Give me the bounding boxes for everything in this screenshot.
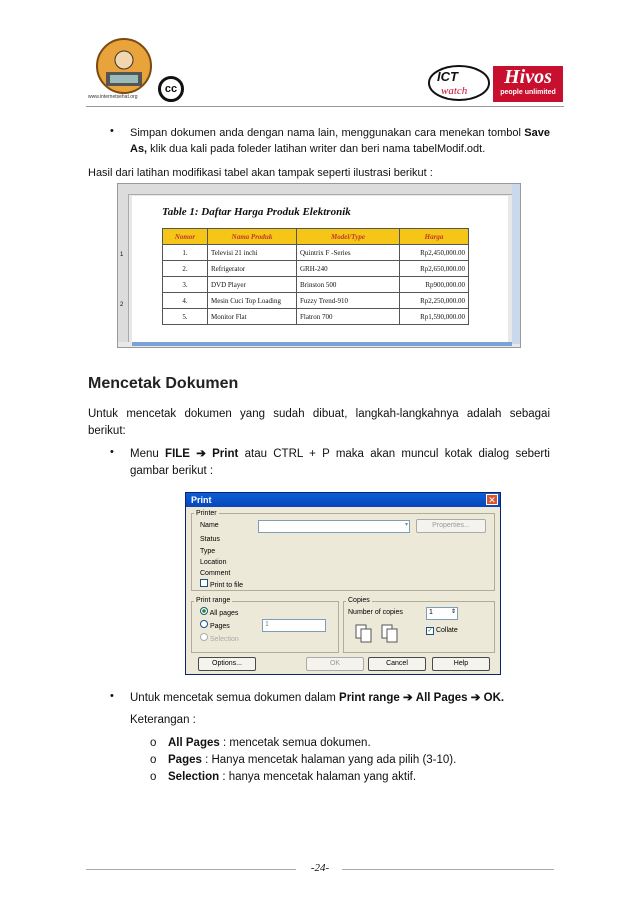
selection-label: Selection xyxy=(209,636,239,643)
bullet-text: klik dua kali pada foleder latihan writer dan beri nama tabelModif.odt. xyxy=(147,143,486,155)
cell: Quintrix F -Series xyxy=(297,245,400,261)
collate-label: Collate xyxy=(435,627,458,634)
product-table xyxy=(162,228,469,325)
location-label: Location xyxy=(200,559,227,566)
name-label: Name xyxy=(200,522,219,529)
comment-label: Comment xyxy=(200,570,231,577)
checkbox-checked[interactable]: ✓ xyxy=(427,628,433,634)
radio[interactable] xyxy=(200,620,208,628)
col-header: Nama Produk xyxy=(208,229,297,245)
ruler-mark: 1 xyxy=(120,252,124,258)
pages-radio[interactable] xyxy=(200,620,230,630)
footer-rule-right xyxy=(342,869,554,870)
bullet-text: atau CTRL + P maka akan muncul kotak dialog seberti gambar berikut : xyxy=(130,448,550,477)
vertical-ruler xyxy=(118,194,129,342)
ict-watch-logo xyxy=(427,64,491,102)
close-icon[interactable]: ✕ xyxy=(486,494,498,505)
creative-commons-icon: cc xyxy=(158,76,184,102)
table-caption: Table 1: Daftar Harga Produk Elektronik xyxy=(162,206,351,218)
note-text: : mencetak semua dokumen. xyxy=(219,737,371,749)
table-row xyxy=(163,245,469,261)
dialog-title: Print xyxy=(191,495,212,505)
cell: Flatron 700 xyxy=(297,309,400,325)
pages-label: Pages xyxy=(209,623,230,630)
bullet-save-as xyxy=(130,125,550,157)
document-page xyxy=(132,196,508,342)
copies-label: Copies xyxy=(348,597,370,604)
status-bar xyxy=(132,342,512,346)
type-label: Type xyxy=(200,548,216,555)
table-row xyxy=(163,293,469,309)
pages-input[interactable] xyxy=(262,619,326,632)
cancel-button[interactable]: Cancel xyxy=(368,657,426,671)
col-header: Harga xyxy=(400,229,469,245)
number-of-copies-label: Number of copies xyxy=(348,609,403,616)
col-header: Nomor xyxy=(163,229,208,245)
radio[interactable] xyxy=(200,633,208,641)
note-text: : hanya mencetak halaman yang aktif. xyxy=(219,771,417,783)
bullet-bold: Print xyxy=(212,448,239,460)
cell: 2. xyxy=(163,261,208,277)
collate-checkbox[interactable] xyxy=(426,627,458,635)
cell: Televisi 21 inchi xyxy=(208,245,297,261)
bullet-dot: • xyxy=(110,125,114,137)
bullet-menu-print xyxy=(130,446,550,480)
checkbox[interactable] xyxy=(200,579,208,587)
all-pages-label: All pages xyxy=(209,610,239,617)
collate-pages-icon xyxy=(352,623,412,647)
copies-value: 1 xyxy=(429,609,433,616)
circle-bullet-icon: o xyxy=(150,737,157,749)
cell: Mesin Cuci Top Loading xyxy=(208,293,297,309)
circle-bullet-icon: o xyxy=(150,754,157,766)
cell: Brinston 500 xyxy=(297,277,400,293)
status-label: Status xyxy=(200,536,220,543)
note-item xyxy=(150,752,456,768)
note-text: : Hanya mencetak halaman yang ada pilih (3-10). xyxy=(201,754,457,766)
circle-bullet-icon: o xyxy=(150,771,157,783)
print-dialog xyxy=(185,492,501,675)
section-intro: Untuk mencetak dokumen yang sudah dibuat, langkah-langkahnya adalah sebagai berikut: xyxy=(88,408,550,437)
cell: 1. xyxy=(163,245,208,261)
bullet-bold: All Pages xyxy=(415,692,468,704)
bullet-text: Menu xyxy=(130,448,166,460)
table-row xyxy=(163,277,469,293)
cell: Rp2,250,000.00 xyxy=(400,293,469,309)
cell: Rp1,590,000.00 xyxy=(400,309,469,325)
all-pages-radio[interactable] xyxy=(200,607,238,617)
header-divider xyxy=(86,106,564,107)
arrow-icon: ➔ xyxy=(402,692,413,704)
properties-button[interactable]: Properties... xyxy=(416,519,486,533)
cell: 3. xyxy=(163,277,208,293)
cell: Rp2,650,000.00 xyxy=(400,261,469,277)
radio-selected[interactable] xyxy=(200,607,208,615)
arrow-icon: ➔ xyxy=(470,692,481,704)
note-bold: All Pages xyxy=(168,737,220,749)
cell: Refrigerator xyxy=(208,261,297,277)
selection-radio[interactable] xyxy=(200,633,239,643)
horizontal-ruler xyxy=(118,184,512,195)
bullet-bold: Save xyxy=(524,127,550,139)
help-button[interactable]: Help xyxy=(432,657,490,671)
bullet-bold: FILE xyxy=(165,448,190,460)
note-item xyxy=(150,735,371,751)
cell: DVD Player xyxy=(208,277,297,293)
cell: Fuzzy Trend-910 xyxy=(297,293,400,309)
arrow-icon: ➔ xyxy=(196,448,206,460)
site-url: www.internetsehat.org xyxy=(88,94,138,100)
pages-value: 1 xyxy=(265,621,269,628)
table-row xyxy=(163,261,469,277)
writer-table-screenshot xyxy=(117,183,521,348)
bullet-dot: • xyxy=(110,690,114,702)
print-range-label: Print range xyxy=(196,597,231,604)
bullet-bold: As, xyxy=(130,143,148,155)
keterangan-label: Keterangan : xyxy=(130,714,196,726)
svg-text:watch: watch xyxy=(441,85,468,97)
bullet-bold: OK. xyxy=(483,692,505,704)
hivos-name: Hivos xyxy=(504,66,552,88)
bullet-text: Simpan dokumen anda dengan nama lain, menggunakan cara menekan tombol xyxy=(130,127,525,139)
note-item xyxy=(150,769,416,785)
bullet-bold: Print range xyxy=(339,692,400,704)
cell: 4. xyxy=(163,293,208,309)
page-number: -24- xyxy=(310,862,330,874)
ruler-mark: 2 xyxy=(120,302,124,308)
ok-button[interactable]: OK xyxy=(306,657,364,671)
internetsehat-logo xyxy=(88,38,160,98)
cell: 5. xyxy=(163,309,208,325)
svg-text:ICT: ICT xyxy=(437,69,458,84)
chevron-down-icon: ▾ xyxy=(404,522,408,528)
cell: Monitor Flat xyxy=(208,309,297,325)
cell: Rp2,450,000.00 xyxy=(400,245,469,261)
table-header-row xyxy=(163,229,469,245)
note-bold: Pages xyxy=(168,754,202,766)
col-header: Model/Type xyxy=(297,229,400,245)
spinner-icon[interactable]: ⇕ xyxy=(450,609,456,615)
vertical-scrollbar[interactable] xyxy=(512,184,520,344)
bullet-print-all xyxy=(130,690,504,706)
cell: Rp900,000.00 xyxy=(400,277,469,293)
note-bold: Selection xyxy=(168,771,220,783)
footer-rule-left xyxy=(86,869,296,870)
hivos-logo xyxy=(493,66,563,102)
section-title: Mencetak Dokumen xyxy=(88,375,239,392)
hivos-tagline: people unlimited xyxy=(500,89,556,96)
options-button[interactable]: Options... xyxy=(198,657,256,671)
table-row xyxy=(163,309,469,325)
bullet-text: Untuk mencetak semua dokumen dalam xyxy=(130,692,340,704)
print-to-file-label: Print to file xyxy=(209,582,244,589)
bullet-dot: • xyxy=(110,446,114,458)
printer-group-label: Printer xyxy=(196,510,217,517)
print-to-file-checkbox[interactable] xyxy=(200,579,243,589)
dialog-titlebar xyxy=(186,493,500,507)
cell: GRH-240 xyxy=(297,261,400,277)
printer-name-select[interactable] xyxy=(258,520,410,533)
result-intro: Hasil dari latihan modifikasi tabel akan tampak seperti ilustrasi berikut : xyxy=(88,167,433,179)
copies-spinner[interactable] xyxy=(426,607,458,620)
